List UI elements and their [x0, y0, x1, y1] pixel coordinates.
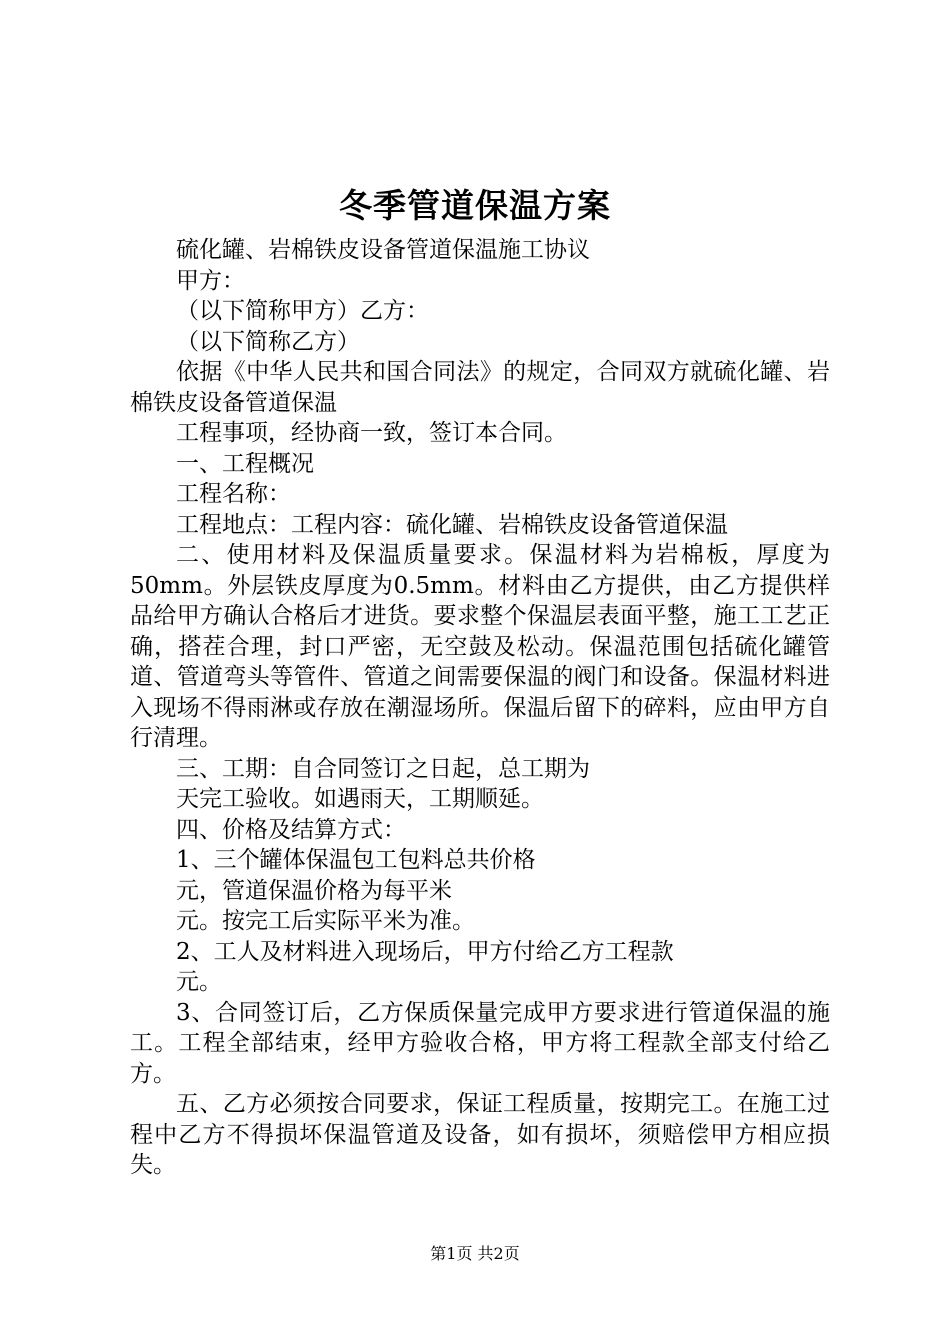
paragraph-legal-basis: 依据《中华人民共和国合同法》的规定，合同双方就硫化罐、岩棉铁皮设备管道保温 — [130, 359, 830, 416]
document-title: 冬季管道保温方案 — [339, 186, 611, 225]
paragraph-party-b: （以下简称甲方）乙方： — [176, 298, 429, 324]
paragraph-project-location: 工程地点：工程内容：硫化罐、岩棉铁皮设备管道保温 — [176, 511, 728, 538]
section-heading-overview: 一、工程概况 — [176, 450, 314, 477]
paragraph-price-pipes: 元，管道保温价格为每平米 — [176, 877, 452, 904]
paragraph-materials: 二、使用材料及保温质量要求。保温材料为岩棉板，厚度为50mm。外层铁皮厚度为0.5mm。材料由乙方提供，由乙方提供样品给甲方确认合格后才进货。要求整个保温层表面平整，施工工艺正确，搭茬合理，封口严密，无空鼓及松动。保温范围包括硫化罐管道、管道弯头等管件、管道之间需要保温的阀门和设备。保温材料进入现场不得雨淋或存放在潮湿场所。保温后留下的碎料，应由甲方自行清理。 — [130, 542, 830, 751]
paragraph-price-basis: 元。按完工后实际平米为准。 — [176, 908, 475, 934]
paragraph-project-name: 工程名称： — [176, 481, 291, 507]
paragraph-payment-final: 3、合同签订后，乙方保质保量完成甲方要求进行管道保温的施工。工程全部结束，经甲方验收合格，甲方将工程款全部支付给乙方。 — [130, 999, 830, 1087]
paragraph-payment-advance: 2、工人及材料进入现场后，甲方付给乙方工程款 — [176, 938, 674, 965]
paragraph-schedule: 三、工期：自合同签订之日起，总工期为 — [176, 755, 590, 782]
section-heading-pricing: 四、价格及结算方式： — [176, 816, 406, 843]
document-body — [130, 235, 830, 1181]
paragraph-payment-amount: 元。 — [176, 969, 222, 995]
paragraph-party-a: 甲方： — [176, 267, 245, 294]
paragraph-party-b-alias: （以下简称乙方） — [176, 328, 360, 355]
paragraph-price-tanks: 1、三个罐体保温包工包料总共价格 — [176, 847, 536, 873]
page-footer: 第1页 共2页 — [430, 1244, 520, 1263]
paragraph-quality-obligation: 五、乙方必须按合同要求，保证工程质量，按期完工。在施工过程中乙方不得损坏保温管道及设备，如有损坏，须赔偿甲方相应损失。 — [130, 1091, 830, 1178]
paragraph-schedule-continued: 天完工验收。如遇雨天，工期顺延。 — [176, 786, 544, 812]
paragraph-agreement-name: 硫化罐、岩棉铁皮设备管道保温施工协议 — [176, 237, 590, 263]
paragraph-agreement-statement: 工程事项，经协商一致，签订本合同。 — [176, 420, 567, 446]
